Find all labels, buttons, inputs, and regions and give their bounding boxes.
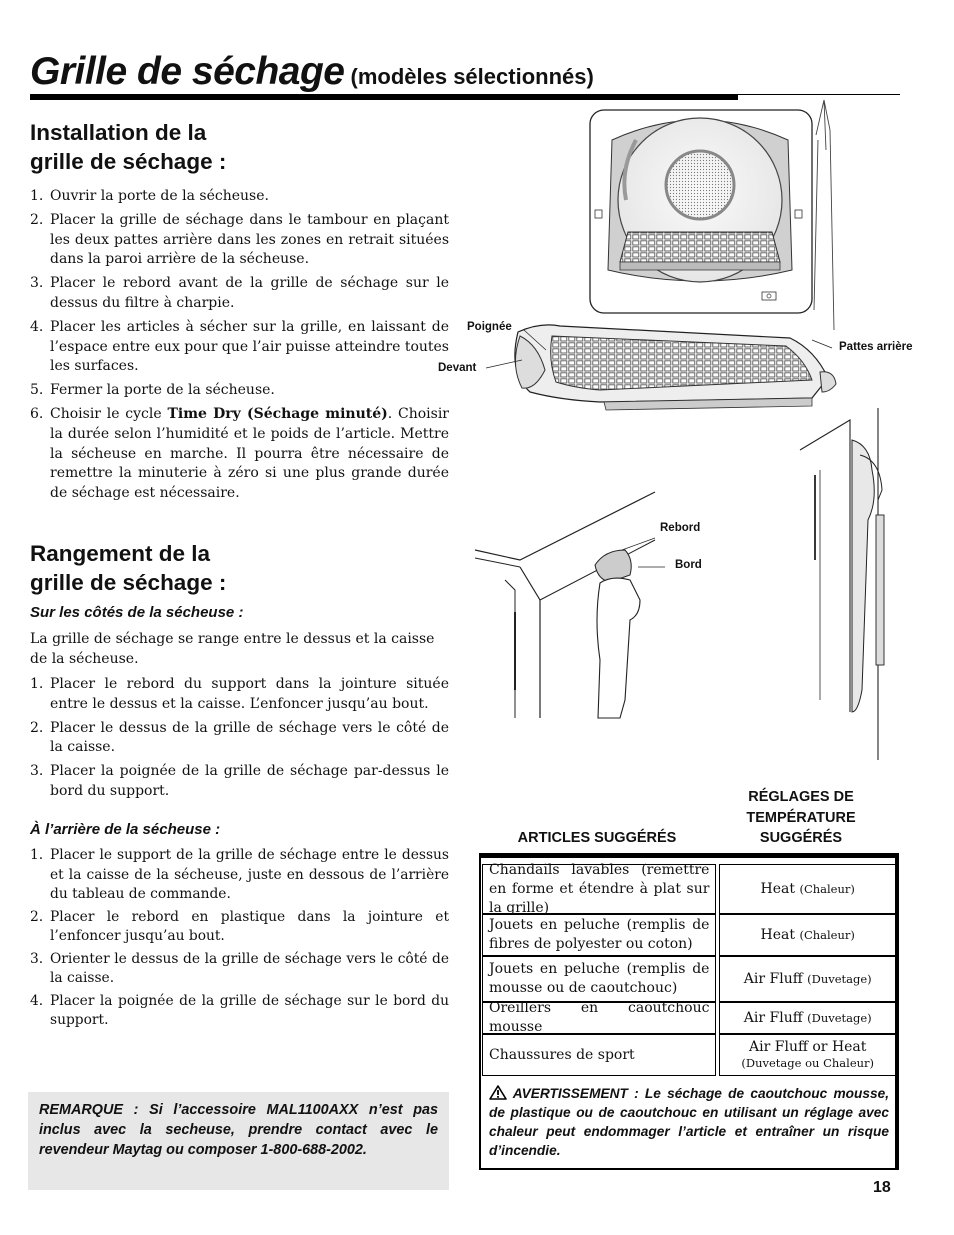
label-devant: Devant [438, 362, 477, 374]
table-row: Jouets en peluche (remplis de fibres de polyester ou coton) Heat (Chaleur) [482, 914, 896, 956]
storage-sides-subheading: Sur les côtés de la sécheuse : [30, 604, 244, 621]
page-number: 18 [873, 1179, 891, 1196]
list-item: 2. Placer le rebord en plastique dans la jointure et l’enfoncer jusqu’au bout. [30, 908, 449, 944]
list-item: 4. Placer les articles à sécher sur la grille, en laissant de l’espace entre eux pour que l’air puisse atteindre toutes les surfaces. [30, 318, 449, 375]
warning-triangle-icon [489, 1085, 507, 1100]
table-row: Chaussures de sport Air Fluff or Heat (Duvetage ou Chaleur) [482, 1034, 896, 1076]
column-header-reglages: RÉGLAGES DE TEMPÉRATURE SUGGÉRÉS [746, 789, 856, 846]
list-item: 1. Placer le rebord du support dans la jointure située entre le dessus et la caisse. L’enfoncer jusqu’au bout. [30, 676, 449, 712]
dryer-front-illustration [590, 100, 834, 330]
list-item: 2. Placer la grille de séchage dans le tambour en plaçant les deux pattes arrière dans les zones en retrait situées dans la paroi arrière de la sécheuse. [30, 211, 449, 268]
page-subtitle: (modèles sélectionnés) [350, 64, 594, 89]
storage-back-subheading: À l’arrière de la sécheuse : [30, 821, 221, 838]
column-header-articles: ARTICLES SUGGÉRÉS [517, 830, 677, 846]
table-row: Chandails lavables (remettre en forme et étendre à plat sur la grille) Heat (Chaleur) [482, 864, 896, 914]
table-row: Jouets en peluche (remplis de mousse ou de caoutchouc) Air Fluff (Duvetage) [482, 956, 896, 1002]
list-item: 5. Fermer la porte de la sécheuse. [30, 382, 275, 399]
suggestions-table [479, 853, 899, 1170]
storage-heading: Rangement de la grille de séchage : [30, 541, 227, 595]
warning-text: AVERTISSEMENT : Le séchage de caoutchouc mousse, de plastique ou de caoutchouc en utilisant un réglage avec chaleur peut endommager l’article et entraîner un risque d’incendie. [489, 1086, 889, 1158]
label-bord: Bord [675, 559, 702, 571]
list-item: 4. Placer la poignée de la grille de séchage sur le bord du support. [30, 992, 449, 1028]
dryer-back-illustration [800, 408, 884, 760]
list-item: 3. Placer le rebord avant de la grille de séchage sur le dessus du filtre à charpie. [30, 275, 449, 311]
note-text: REMARQUE : Si l’accessoire MAL1100AXX n’est pas inclus avec la secheuse, prendre contact avec le revendeur Maytag ou composer 1-800-688-2002. [39, 1102, 438, 1158]
drying-rack-illustration [486, 325, 836, 410]
list-item: 1. Placer le support de la grille de séchage entre le dessus et la caisse de la sécheuse, juste en dessous de l’arrière du tableau de commande. [30, 847, 449, 902]
installation-heading: Installation de la grille de séchage : [30, 120, 227, 174]
list-item: 3. Orienter le dessus de la grille de séchage vers le côté de la caisse. [30, 950, 449, 986]
table-row: Oreillers en caoutchouc mousse Air Fluff (Duvetage) [482, 1002, 896, 1034]
dryer-side-illustration [475, 492, 665, 718]
list-item: 6. Choisir le cycle Time Dry (Séchage minuté). Choisir la durée selon l’humidité et le poids de l’article. Mettre la sécheuse en marche. Il pourra être nécessaire de remettre la minuterie à zéro si une plus grande durée de séchage est nécessaire. [30, 405, 449, 502]
list-item: 3. Placer la poignée de la grille de séchage par-dessus le bord du support. [30, 763, 449, 799]
storage-sides-intro: La grille de séchage se range entre le dessus et la caisse de la sécheuse. [30, 631, 435, 667]
label-pattes-arriere: Pattes arrière [839, 341, 913, 353]
list-item: 1. Ouvrir la porte de la sécheuse. [30, 188, 269, 204]
label-poignee: Poignée [467, 321, 512, 333]
page-title: Grille de séchage [30, 50, 345, 93]
list-item: 2. Placer le dessus de la grille de séchage vers le côté de la caisse. [30, 719, 449, 756]
label-rebord: Rebord [660, 522, 701, 534]
